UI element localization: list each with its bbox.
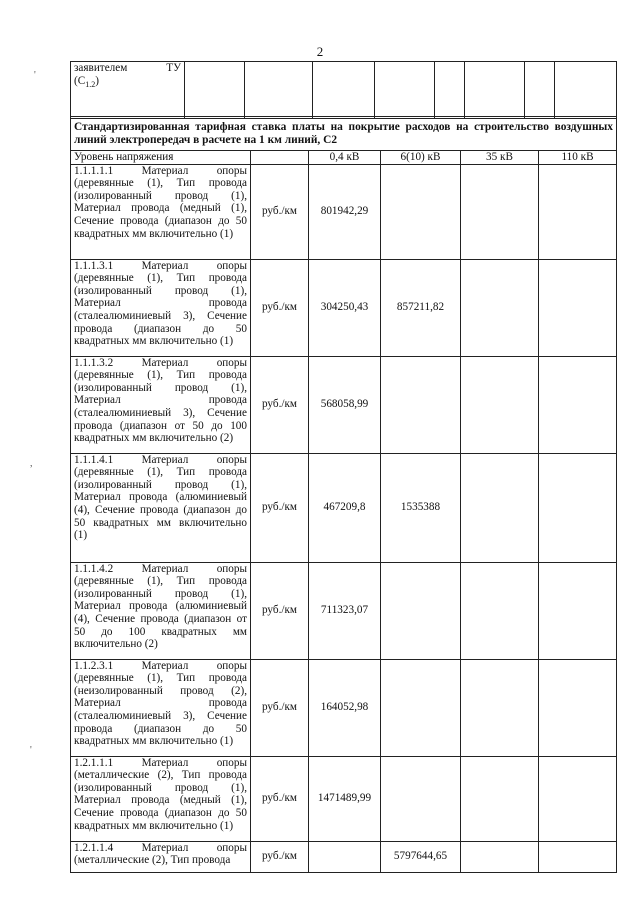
rate-row [71,453,617,562]
applicant-cell [71,62,185,119]
value-35kv [461,841,539,872]
tariff-table [70,116,617,873]
value-35kv [461,756,539,841]
row-description: 1.2.1.1.1 Материал опоры (металлические (2), Тип провода (изолированный провод (1), Материал провода (медный (1), Сечение провода (диапазон до 50 квадратных мм включительно (1) [71,756,251,841]
value-610kv [381,164,461,259]
row-description: 1.1.1.3.1 Материал опоры (деревянные (1), Тип провода (изолированный провод (1), Материал провода (сталеалюминиевый 3), Сечение провода (диапазон до 50 квадратных мм включительно (1) [71,259,251,356]
page-number: 2 [316,44,324,59]
rate-rows [71,164,617,872]
section-title: Стандартизированная тарифная ставка платы на покрытие расходов на строительство воздушных линий электропередач в расчете на 1 км линий, С2 [71,117,617,151]
value-610kv: 857211,82 [381,259,461,356]
value-04kv: 1471489,99 [309,756,381,841]
value-110kv [539,356,617,453]
row-unit: руб./км [251,562,309,659]
margin-mark: ' [30,745,32,756]
value-610kv: 1535388 [381,453,461,562]
row-unit: руб./км [251,164,309,259]
margin-mark: ' [34,70,36,81]
row-unit: руб./км [251,659,309,756]
value-610kv: 5797644,65 [381,841,461,872]
value-110kv [539,259,617,356]
value-110kv [539,164,617,259]
row-unit: руб./км [251,453,309,562]
c12-label: $(С_{1.2})$ [74,74,99,89]
value-35kv [461,453,539,562]
rate-row [71,562,617,659]
value-35kv [461,259,539,356]
value-35kv [461,356,539,453]
voltage-level-label: Уровень напряжения [71,151,251,165]
value-04kv: 568058,99 [309,356,381,453]
value-610kv [381,356,461,453]
value-35kv [461,562,539,659]
margin-mark: , [30,458,33,469]
value-110kv [539,756,617,841]
value-04kv: 467209,8 [309,453,381,562]
row-description: 1.1.1.4.2 Материал опоры (деревянные (1), Тип провода (изолированный провод (1), Материал провода (алюминиевый (4), Сечение провода (диапазон от 50 до 100 квадратных мм включительно (2) [71,562,251,659]
value-110kv [539,453,617,562]
voltage-header-row [71,151,617,165]
value-610kv [381,659,461,756]
value-04kv: 711323,07 [309,562,381,659]
row-description: 1.1.1.3.2 Материал опоры (деревянные (1), Тип провода (изолированный провод (1), Материал провода (сталеалюминиевый 3), Сечение провода (диапазон от 50 до 100 квадратных мм включительно (2) [71,356,251,453]
section-title-row [71,117,617,151]
rate-row [71,164,617,259]
col-610kv: 6(10) кВ [381,151,461,165]
row-unit: руб./км [251,356,309,453]
value-04kv: 304250,43 [309,259,381,356]
value-04kv [309,841,381,872]
rate-row [71,259,617,356]
rate-row [71,356,617,453]
row-description: 1.2.1.1.4 Материал опоры (металлические (2), Тип провода [71,841,251,872]
value-610kv [381,562,461,659]
col-110kv: 110 кВ [539,151,617,165]
rate-row [71,659,617,756]
row-description: 1.1.1.1.1 Материал опоры (деревянные (1), Тип провода (изолированный провод (1), Материал провода (медный (1), Сечение провода (диапазон до 50 квадратных мм включительно (1) [71,164,251,259]
value-35kv [461,659,539,756]
continuation-table [70,61,617,119]
value-04kv: 164052,98 [309,659,381,756]
tu-label: ТУ [166,62,181,74]
value-110kv [539,841,617,872]
col-35kv: 35 кВ [461,151,539,165]
value-110kv [539,659,617,756]
rate-row [71,841,617,872]
value-04kv: 801942,29 [309,164,381,259]
continuation-row [71,62,617,119]
row-unit: руб./км [251,841,309,872]
col-04kv: 0,4 кВ [309,151,381,165]
value-35kv [461,164,539,259]
value-110kv [539,562,617,659]
row-unit: руб./км [251,259,309,356]
row-description: 1.1.2.3.1 Материал опоры (деревянные (1), Тип провода (неизолированный провод (2), Материал провода (сталеалюминиевый 3), Сечение провода (диапазон до 50 квадратных мм включительно (1) [71,659,251,756]
value-610kv [381,756,461,841]
row-unit: руб./км [251,756,309,841]
rate-row [71,756,617,841]
applicant-label: заявителем [74,62,128,74]
row-description: 1.1.1.4.1 Материал опоры (деревянные (1), Тип провода (изолированный провод (1), Материал провода (алюминиевый (4), Сечение провода (диапазон до 50 квадратных мм включительно (1) [71,453,251,562]
